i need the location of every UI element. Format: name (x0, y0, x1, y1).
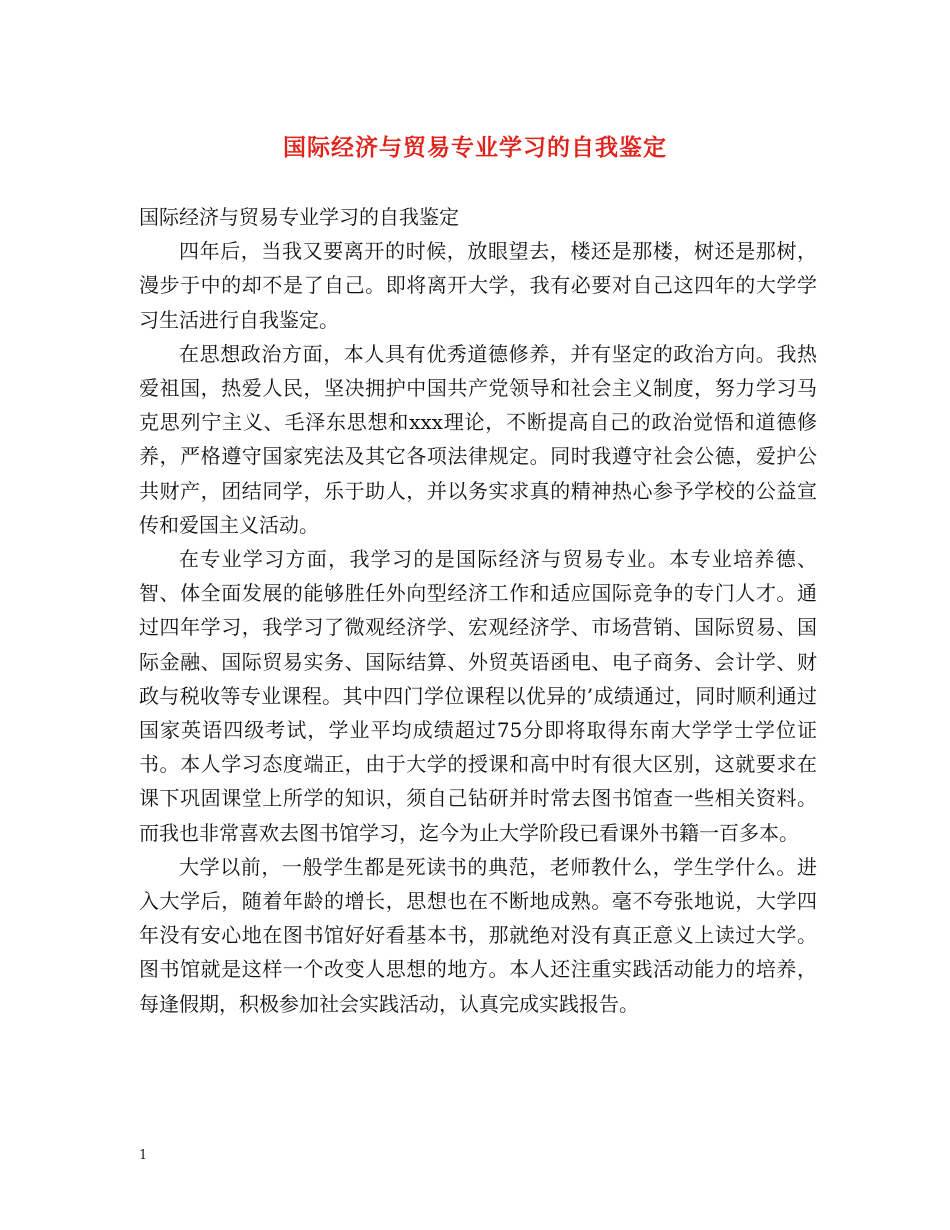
paragraph-intro: 四年后，当我又要离开的时候，放眼望去，楼还是那楼，树还是那树，漫步于中的却不是了自己。即将离开大学，我有必要对自己这四年的大学学习生活进行自我鉴定。 (139, 239, 817, 332)
paragraph-professional-study: 在专业学习方面，我学习的是国际经济与贸易专业。本专业培养德、智、体全面发展的能够胜任外向型经济工作和适应国际竞争的专门人才。通过四年学习，我学习了微观经济学、宏观经济学、市场营销、国际贸易、国际金融、国际贸易实务、国际结算、外贸英语函电、电子商务、会计学、财政与税收等专业课程。其中四门学位课程以优异的’成绩通过，同时顺利通过国家英语四级考试，学业平均成绩超过75分即将取得东南大学学士学位证书。本人学习态度端正，由于大学的授课和高中时有很大区别，这就要求在课下巩固课堂上所学的知识，须自己钻研并时常去图书馆查一些相关资料。而我也非常喜欢去图书馆学习，迄今为止大学阶段已看课外书籍一百多本。 (139, 547, 817, 845)
document-title: 国际经济与贸易专业学习的自我鉴定 (283, 135, 667, 161)
document-body (139, 200, 817, 1021)
paragraph-political: 在思想政治方面，本人具有优秀道德修养，并有坚定的政治方向。我热爱祖国，热爱人民，坚决拥护中国共产党领导和社会主义制度，努力学习马克思列宁主义、毛泽东思想和xxx理论，不断提高自己的政治觉悟和道德修养，严格遵守国家宪法及其它各项法律规定。同时我遵守社会公德，爱护公共财产，团结同学，乐于助人，并以务实求真的精神热心参予学校的公益宣传和爱国主义活动。 (139, 341, 817, 537)
document-subtitle: 国际经济与贸易专业学习的自我鉴定 (139, 205, 459, 229)
paragraph-university-life: 大学以前，一般学生都是死读书的典范，老师教什么，学生学什么。进入大学后，随着年龄的增长，思想也在不断地成熟。毫不夸张地说，大学四年没有安心地在图书馆好好看基本书，那就绝对没有真正意义上读过大学。图书馆就是这样一个改变人思想的地方。本人还注重实践活动能力的培养，每逢假期，积极参加社会实践活动，认真完成实践报告。 (139, 854, 817, 1016)
page-number: 1 (139, 1148, 148, 1163)
